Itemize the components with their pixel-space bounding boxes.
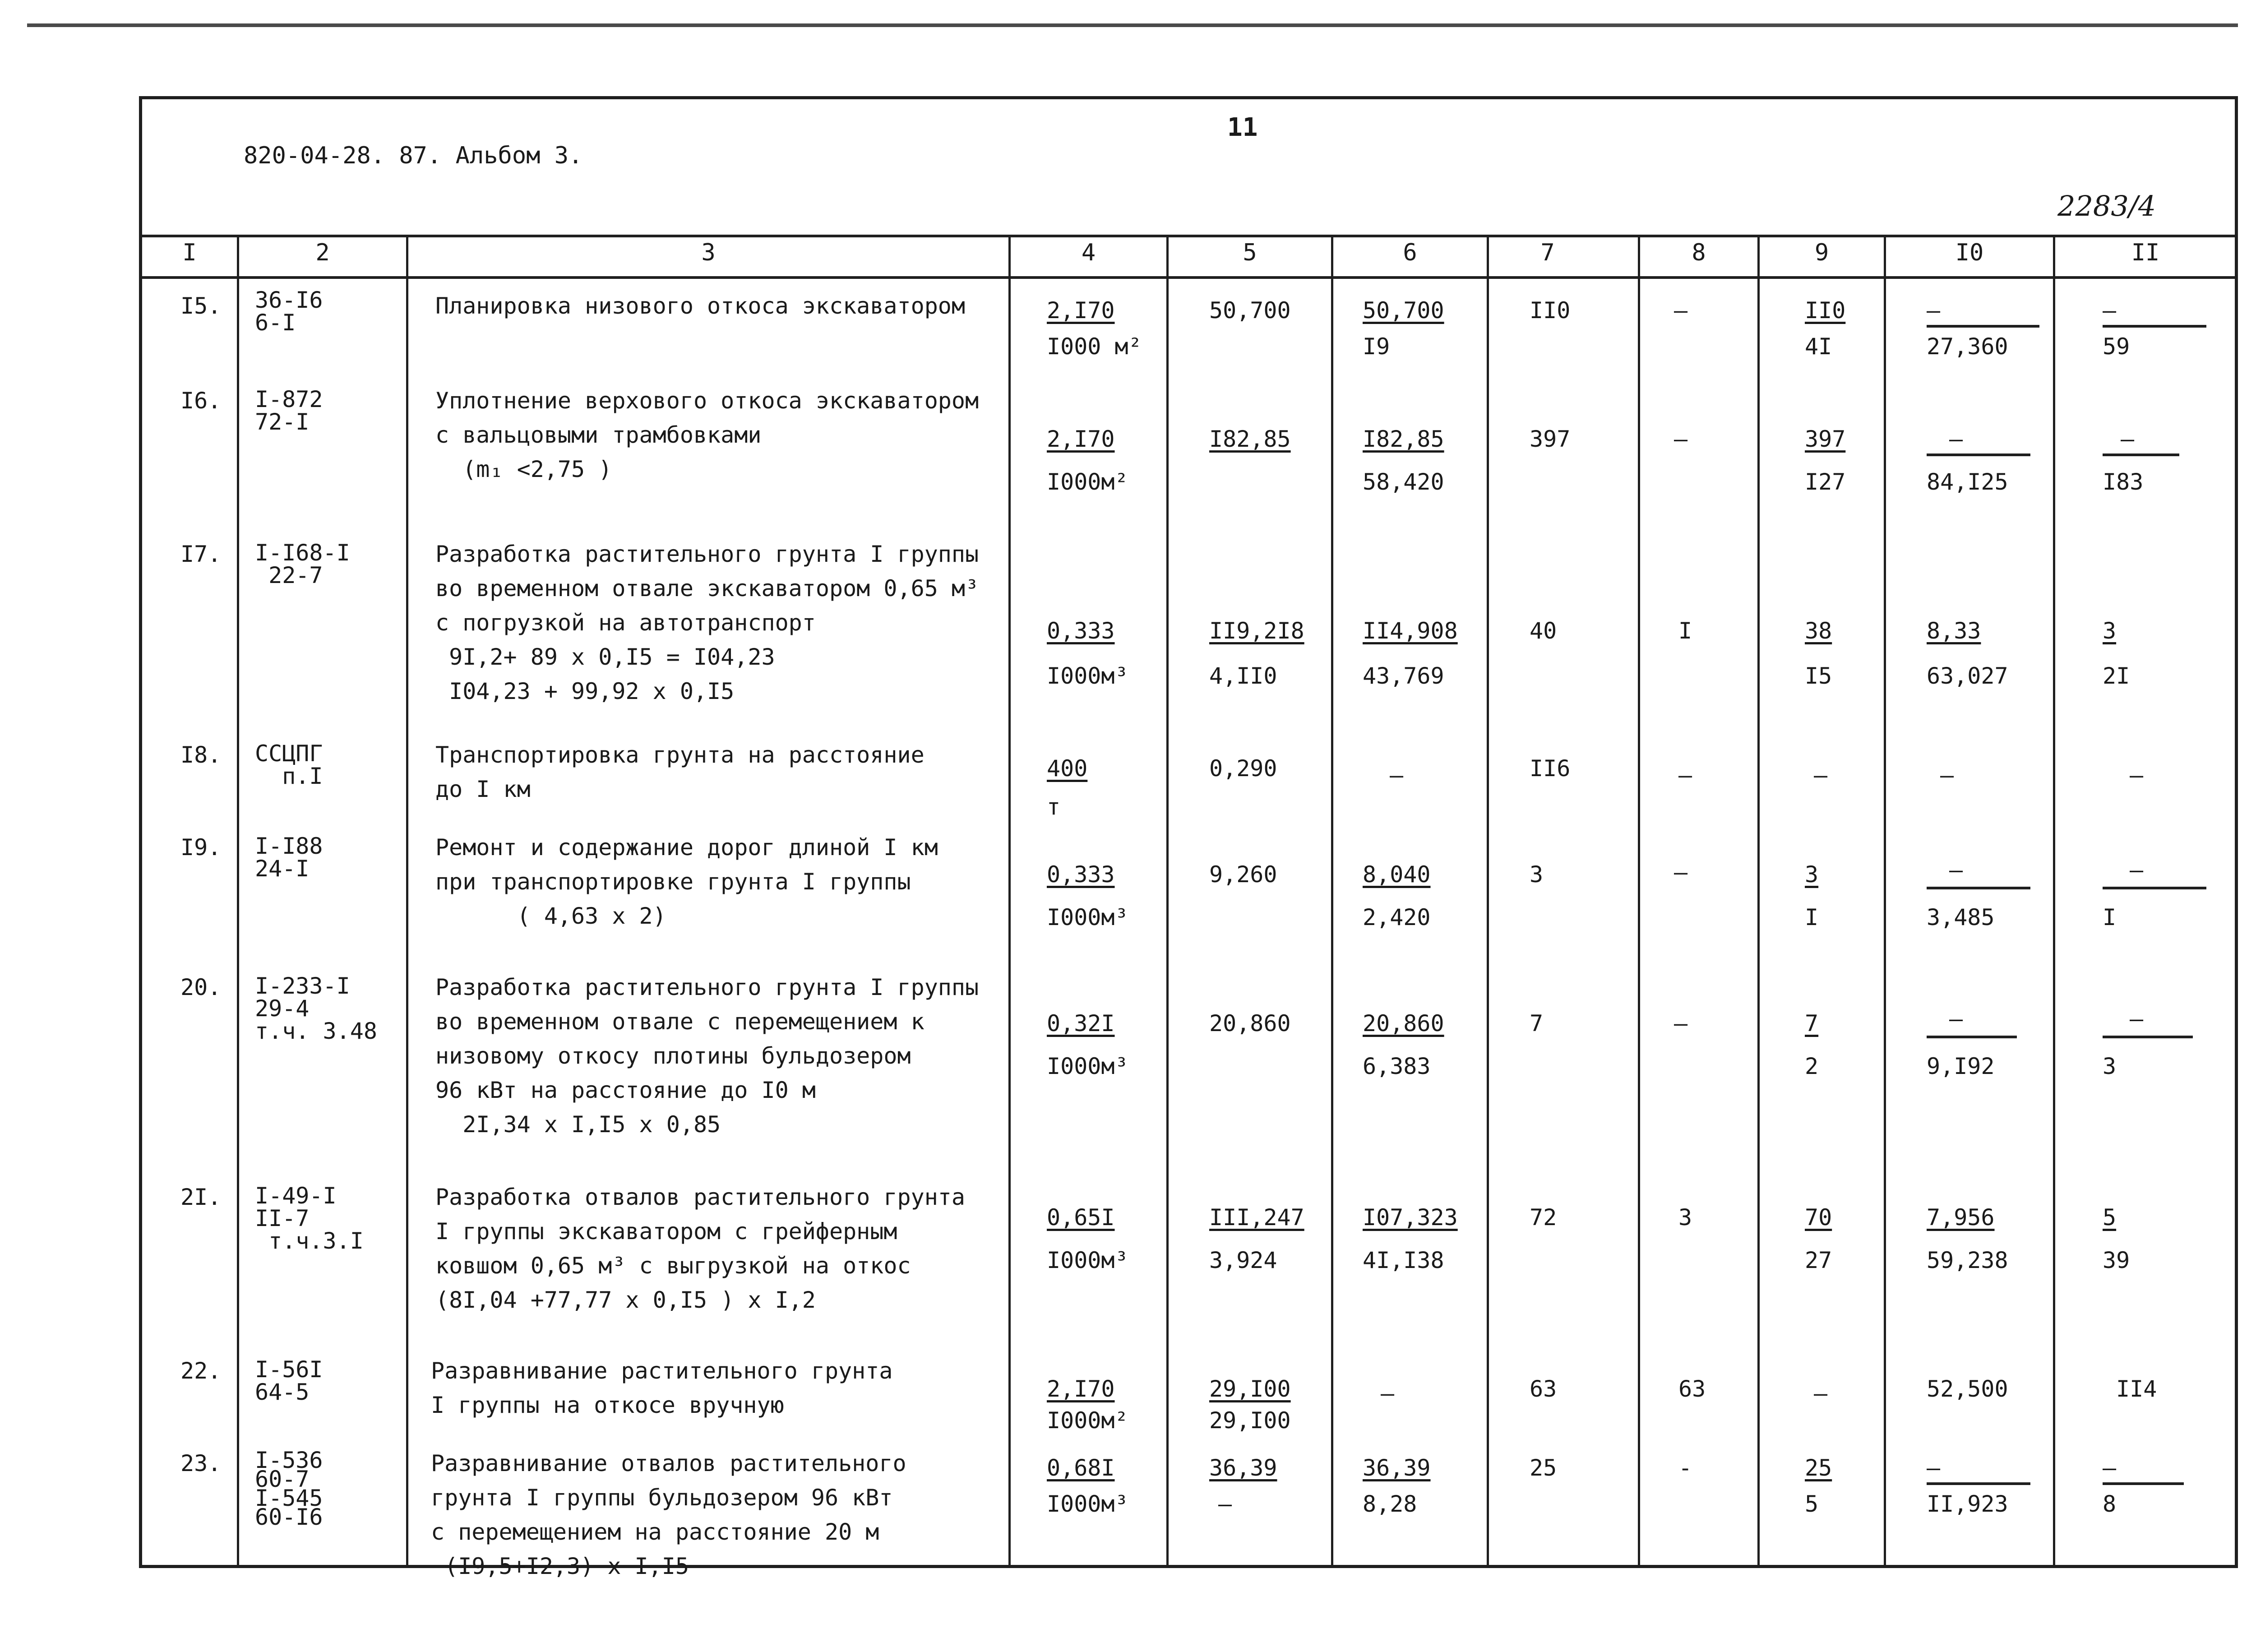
row-number: 2I.	[180, 1184, 222, 1210]
cell-5-top: II9,2I8	[1209, 618, 1304, 644]
cell-9-bottom: I5	[1805, 663, 1832, 689]
cell-6-top: 8,040	[1363, 861, 1431, 888]
cell-5-bottom: 3,924	[1209, 1247, 1277, 1273]
header-rule-bottom	[139, 276, 2238, 279]
column-divider	[1884, 235, 1886, 1568]
cell-5-top: 50,700	[1209, 297, 1291, 324]
cell-10-bottom: 63,027	[1927, 663, 2008, 689]
row-description: Планировка низового откоса экскаватором	[435, 293, 965, 319]
row-code: 36-I6 6-I	[255, 287, 323, 336]
cell-8: I	[1678, 618, 1692, 644]
cell-11-bottom: I83	[2103, 469, 2144, 495]
row-description: Ремонт и содержание дорог длиной I км при транспортировке грунта I группы ( 4,63 x 2)	[435, 834, 938, 929]
cell-11-bottom: 3	[2103, 1053, 2117, 1079]
cell-6-top: II4,908	[1363, 618, 1458, 644]
cell-10-top: –	[1927, 297, 1941, 324]
cell-5-bottom: —	[1218, 1491, 1232, 1517]
fraction-bar	[1927, 1482, 2030, 1485]
column-divider	[2053, 235, 2055, 1568]
cell-5-top: 29,I00	[1209, 1376, 1291, 1402]
cell-10-top: 8,33	[1927, 618, 1981, 644]
cell-11-bottom: 39	[2103, 1247, 2130, 1273]
cell-10-top: 7,956	[1927, 1204, 1995, 1231]
cell-10-bottom: 27,360	[1927, 333, 2008, 360]
column-divider	[1757, 235, 1760, 1568]
column-divider	[1638, 235, 1640, 1568]
cell-6-top: –	[1381, 1380, 1395, 1407]
cell-5-top: 20,860	[1209, 1010, 1291, 1037]
cell-7: II0	[1530, 297, 1571, 324]
cell-5-top: 9,260	[1209, 861, 1277, 888]
fraction-bar	[2103, 325, 2206, 328]
cell-9-bottom: I	[1805, 904, 1819, 930]
cell-11-bottom: 2I	[2103, 663, 2130, 689]
cell-7: II6	[1530, 755, 1571, 782]
row-code: I-872 72-I	[255, 386, 323, 435]
cell-4-bottom: I000м³	[1047, 1053, 1128, 1079]
cell-9-top: 38	[1805, 618, 1832, 644]
row-description: Разработка растительного грунта I группы во временном отвале с перемещением к низовому откосу плотины бульдозером 96 кВт на расстояние до I0 м 2I,34 x I,I5 x 0,85	[435, 974, 979, 1138]
cell-8: –	[1678, 762, 1692, 788]
cell-11-top: —	[2130, 1006, 2144, 1032]
cell-8: —	[1674, 297, 1688, 324]
cell-6-bottom: 43,769	[1363, 663, 1444, 689]
header-rule	[139, 235, 2238, 237]
cell-10-bottom: 59,238	[1927, 1247, 2008, 1273]
cell-6-top: I07,323	[1363, 1204, 1458, 1231]
row-number: I8.	[180, 742, 222, 768]
row-description: Разработка растительного грунта I группы во временном отвале экскаватором 0,65 м³ с погрузкой на автотранспорт 9I,2+ 89 x 0,I5 = I04,23 I04,23 + 99,92 x 0,I5	[435, 541, 979, 704]
cell-7: 397	[1530, 426, 1571, 452]
cell-9-bottom: 2	[1805, 1053, 1819, 1079]
fraction-bar	[1927, 325, 2039, 328]
col-header-8: 8	[1692, 239, 1706, 266]
col-header-7: 7	[1540, 239, 1555, 266]
document-code: 820-04-28. 87. Альбом 3.	[244, 142, 583, 169]
col-header-3: 3	[701, 239, 716, 266]
cell-5-top: I82,85	[1209, 426, 1291, 452]
cell-7: 3	[1530, 861, 1544, 888]
column-divider	[1487, 235, 1489, 1568]
row-code: I-49-I II-7 т.ч.3.I	[255, 1183, 364, 1254]
cell-11-top: –	[2130, 762, 2144, 788]
cell-5-top: III,247	[1209, 1204, 1304, 1231]
fraction-bar	[1927, 887, 2030, 889]
cell-10-top: –	[1927, 1455, 1941, 1481]
row-code: I-56I 64-5	[255, 1356, 323, 1405]
cell-9-top: –	[1814, 762, 1828, 788]
row-description: Транспортировка грунта на расстояние до I км	[435, 742, 925, 802]
row-code: ССЦПГ п.I	[255, 740, 323, 789]
cell-9-bottom: I27	[1805, 469, 1846, 495]
row-number: I5.	[180, 293, 222, 319]
cell-5-bottom: 29,I00	[1209, 1407, 1291, 1434]
col-header-1: I	[182, 239, 197, 266]
column-divider	[1331, 235, 1333, 1568]
cell-7: 72	[1530, 1204, 1557, 1231]
cell-11-bottom: 8	[2103, 1491, 2117, 1517]
col-header-9: 9	[1814, 239, 1829, 266]
cell-11-bottom: 59	[2103, 333, 2130, 360]
cell-10-top: —	[1940, 762, 1954, 788]
scan-border-top	[27, 23, 2238, 27]
fraction-bar	[1927, 1036, 2017, 1038]
cell-4-top: 0,333	[1047, 618, 1115, 644]
cell-9-top: 3	[1805, 861, 1819, 888]
fraction-bar	[2103, 1482, 2184, 1485]
cell-11-top: –	[2103, 1455, 2117, 1481]
row-number: 20.	[180, 974, 222, 1000]
page-number: 11	[1227, 113, 1258, 142]
cell-8: 63	[1678, 1376, 1706, 1402]
cell-6-top: 20,860	[1363, 1010, 1444, 1037]
cell-4-bottom: I000м³	[1047, 663, 1128, 689]
cell-4-top: 0,32I	[1047, 1010, 1115, 1037]
cell-6-bottom: 8,28	[1363, 1491, 1417, 1517]
col-header-11: II	[2131, 239, 2160, 266]
cell-6-bottom: 6,383	[1363, 1053, 1431, 1079]
row-code: I-I88 24-I	[255, 833, 323, 882]
cell-4-top: 2,I70	[1047, 426, 1115, 452]
cell-4-top: 0,68I	[1047, 1455, 1115, 1481]
cell-8: 3	[1678, 1204, 1692, 1231]
cell-4-top: 400	[1047, 755, 1088, 782]
cell-11-top: —	[2130, 857, 2144, 883]
col-header-2: 2	[315, 239, 330, 266]
row-code: I-233-I 29-4 т.ч. 3.48	[255, 973, 377, 1044]
cell-5-top: 0,290	[1209, 755, 1277, 782]
archive-stamp: 2283/4	[2057, 190, 2156, 222]
row-description: Уплотнение верхового откоса экскаватором с вальцовыми трамбовками (m₁ <2,75 )	[435, 388, 979, 482]
cell-5-bottom: 4,II0	[1209, 663, 1277, 689]
cell-4-bottom: I000м³	[1047, 904, 1128, 930]
cell-4-top: 0,333	[1047, 861, 1115, 888]
col-header-10: I0	[1955, 239, 1984, 266]
cell-9-top: 25	[1805, 1455, 1832, 1481]
row-description: Разравнивание растительного грунта I группы на откосе вручную	[431, 1358, 893, 1418]
row-number: I6.	[180, 388, 222, 414]
cell-8: -	[1678, 1455, 1692, 1481]
cell-10-top: 52,500	[1927, 1376, 2008, 1402]
col-header-5: 5	[1243, 239, 1257, 266]
row-number: 22.	[180, 1358, 222, 1384]
cell-4-bottom: I000м²	[1047, 1407, 1128, 1434]
fraction-bar	[2103, 453, 2179, 456]
row-code: I-536 60-7 I-545 60-I6	[255, 1447, 323, 1530]
cell-4-bottom: I000м³	[1047, 1491, 1128, 1517]
cell-4-bottom: т	[1047, 794, 1061, 820]
cell-11-bottom: I	[2103, 904, 2117, 930]
cell-11-top: 5	[2103, 1204, 2117, 1231]
cell-6-bottom: I9	[1363, 333, 1390, 360]
cell-9-bottom: 27	[1805, 1247, 1832, 1273]
column-divider	[406, 235, 408, 1568]
cell-7: 25	[1530, 1455, 1557, 1481]
cell-10-top: —	[1949, 857, 1963, 883]
fraction-bar	[2103, 1036, 2193, 1038]
cell-10-top: —	[1949, 1006, 1963, 1032]
cell-10-bottom: 3,485	[1927, 904, 1995, 930]
row-number: I7.	[180, 541, 222, 567]
cell-6-bottom: 2,420	[1363, 904, 1431, 930]
cell-6-top: 36,39	[1363, 1455, 1431, 1481]
cell-8: —	[1674, 859, 1688, 885]
cell-8: —	[1674, 426, 1688, 452]
cell-11-top: —	[2121, 426, 2135, 452]
cell-4-top: 2,I70	[1047, 297, 1115, 324]
cell-9-top: 70	[1805, 1204, 1832, 1231]
cell-10-bottom: 9,I92	[1927, 1053, 1995, 1079]
cell-9-bottom: 4I	[1805, 333, 1832, 360]
cell-11-top: –	[2103, 297, 2117, 324]
row-description: Разработка отвалов растительного грунта I группы экскаватором с грейферным ковшом 0,65 м³ с выгрузкой на откос (8I,04 +77,77 x 0,I5 ) x I,2	[435, 1184, 965, 1313]
row-number: 23.	[180, 1450, 222, 1476]
fraction-bar	[1927, 453, 2030, 456]
column-divider	[237, 235, 239, 1568]
column-divider	[1166, 235, 1169, 1568]
fraction-bar	[2103, 887, 2206, 889]
cell-6-top: –	[1390, 762, 1404, 788]
col-header-4: 4	[1081, 239, 1096, 266]
cell-4-top: 2,I70	[1047, 1376, 1115, 1402]
cell-10-bottom: II,923	[1927, 1491, 2008, 1517]
cell-6-bottom: 58,420	[1363, 469, 1444, 495]
column-divider	[1008, 235, 1011, 1568]
cell-9-top: 397	[1805, 426, 1846, 452]
cell-9-top: 7	[1805, 1010, 1819, 1037]
cell-5-top: 36,39	[1209, 1455, 1277, 1481]
cell-11-top: 3	[2103, 618, 2117, 644]
cell-6-top: I82,85	[1363, 426, 1444, 452]
cell-7: 40	[1530, 618, 1557, 644]
cell-10-top: —	[1949, 426, 1963, 452]
row-number: I9.	[180, 834, 222, 861]
cell-7: 7	[1530, 1010, 1544, 1037]
cell-6-bottom: 4I,I38	[1363, 1247, 1444, 1273]
cell-8: —	[1674, 1010, 1688, 1037]
cell-10-bottom: 84,I25	[1927, 469, 2008, 495]
row-code: I-I68-I 22-7	[255, 540, 350, 588]
cell-9-top: II0	[1805, 297, 1846, 324]
cell-9-top: —	[1814, 1380, 1828, 1407]
cell-4-bottom: I000 м²	[1047, 333, 1142, 360]
cell-11-top: II4	[2116, 1376, 2157, 1402]
cell-9-bottom: 5	[1805, 1491, 1819, 1517]
cell-7: 63	[1530, 1376, 1557, 1402]
cell-4-top: 0,65I	[1047, 1204, 1115, 1231]
col-header-6: 6	[1403, 239, 1417, 266]
cell-6-top: 50,700	[1363, 297, 1444, 324]
cell-4-bottom: I000м³	[1047, 1247, 1128, 1273]
row-description: Разравнивание отвалов растительного грунта I группы бульдозером 96 кВт с перемещением на расстояние 20 м (I9,5+I2,3) x I,I5	[431, 1450, 906, 1579]
cell-4-bottom: I000м²	[1047, 469, 1128, 495]
